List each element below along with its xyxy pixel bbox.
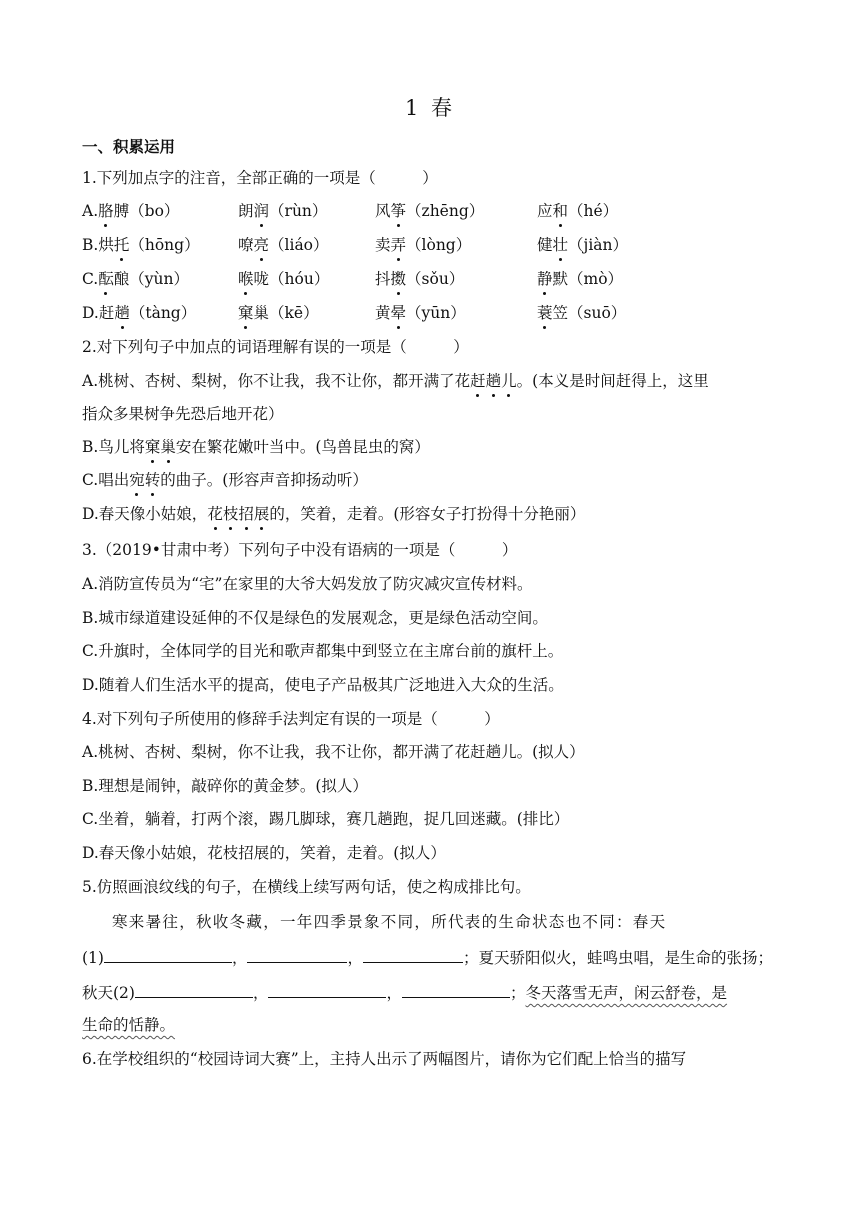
q2-b-dotted [145, 438, 176, 456]
q1-option-label: C. [82, 270, 99, 288]
q3-stem: 3.（2019•甘肃中考）下列句子中没有语病的一项是（ ） [82, 541, 518, 559]
dotted-char: 儿 [501, 372, 517, 390]
q5-comma: ， [347, 949, 363, 967]
q5-wavy-sentence-end: 生命的恬静。 [82, 1016, 176, 1034]
q6-stem: 6.在学校组织的“校园诗词大赛”上，主持人出示了两幅图片，请你为它们配上恰当的描写 [82, 1050, 687, 1068]
q4-option-d: D.春天像小姑娘，花枝招展的，笑着，走着。(拟人） [82, 844, 446, 862]
q4-option-b: B.理想是闹钟，敲碎你的黄金梦。(拟人） [82, 777, 368, 795]
page-title: 1 春 [404, 96, 456, 120]
q1-word-part: 赶 [98, 304, 115, 322]
q5-blank2b[interactable] [268, 980, 386, 998]
dotted-char: 蓑 [537, 304, 553, 322]
q5-blank2-label: 秋天(2) [82, 984, 135, 1002]
q5-comma: ， [231, 949, 248, 967]
q2-c-pre: C.唱出 [82, 471, 130, 489]
q1-word-pinyin: （rùn） [269, 202, 328, 220]
q1-word-pinyin: （liáo） [269, 236, 329, 254]
dotted-char: 托 [113, 236, 130, 254]
q1-option-item [537, 200, 618, 222]
q1-option-item [238, 200, 327, 222]
q5-blank2c[interactable] [402, 980, 510, 998]
q1-word-pinyin: 咙（hóu） [253, 270, 330, 288]
dotted-char: 趟 [114, 304, 130, 322]
q5-line2-end: ；夏天骄阳似火，蛙鸣虫唱，是生命的张扬； [463, 949, 774, 967]
q5-paragraph-line4 [82, 1014, 175, 1036]
q1-word-pinyin: 膊（bo） [113, 202, 180, 220]
q5-semicolon: ； [510, 984, 526, 1002]
q3-option-c: C.升旗时，全体同学的目光和歌声都集中到竖立在主席台前的旗杆上。 [82, 642, 564, 660]
q1-word-part: 风 [375, 202, 391, 220]
q5-paragraph-line2 [82, 945, 773, 969]
q5-blank1-label: (1) [82, 949, 104, 967]
q4-option-a: A.桃树、杏树、梨树，你不让我，我不让你，都开满了花赶趟儿。(拟人） [82, 743, 585, 761]
q1-word-part: 黄 [375, 304, 391, 322]
dotted-char: 宛 [129, 471, 145, 489]
dotted-char: 擞 [390, 270, 407, 288]
dotted-char: 窠 [144, 438, 161, 456]
q4-stem: 4.对下列句子所使用的修辞手法判定有误的一项是（ ） [82, 710, 500, 728]
q1-word-part: 应 [537, 202, 553, 220]
dotted-char: 巢 [160, 438, 176, 456]
q1-option-item [82, 268, 189, 290]
dotted-char: 招 [238, 505, 254, 523]
dotted-char: 筝 [390, 202, 407, 220]
q2-option-b [82, 436, 430, 458]
q1-word-part: 烘 [98, 236, 114, 254]
q1-option-item [82, 302, 196, 324]
q1-word-pinyin: （hōng） [129, 236, 200, 254]
q2-a-post: 。(本义是时间赶得上，这里 [516, 372, 709, 390]
q1-word-part: 卖 [375, 236, 391, 254]
q2-option-a [82, 370, 709, 392]
q2-option-d [82, 503, 585, 525]
q1-option-item [238, 268, 329, 290]
dotted-char: 晕 [390, 304, 407, 322]
dotted-char: 窠 [238, 304, 254, 322]
dotted-char: 弄 [390, 236, 407, 254]
q1-option-item [375, 200, 484, 222]
dotted-char: 转 [144, 471, 161, 489]
q2-c-dotted [129, 471, 160, 489]
dotted-char: 润 [253, 202, 270, 220]
dotted-char: 花 [207, 505, 223, 523]
q1-word-pinyin: （yūn） [406, 304, 466, 322]
q1-option-item [82, 200, 179, 222]
q1-option-item [537, 302, 626, 324]
dotted-char: 趟 [485, 372, 502, 390]
q2-d-dotted [207, 505, 269, 523]
q5-stem: 5.仿照画浪纹线的句子，在横线上续写两句话，使之构成排比句。 [82, 878, 531, 896]
q1-word-pinyin: 笠（suō） [552, 304, 627, 322]
q1-option-item [238, 234, 329, 256]
dotted-char: 胳 [98, 202, 114, 220]
dotted-char: 喉 [238, 270, 254, 288]
q5-paragraph-line1: 寒来暑往，秋收冬藏，一年四季景象不同，所代表的生命状态也不同：春天 [112, 913, 667, 931]
q5-comma: ， [386, 984, 402, 1002]
dotted-char: 展 [253, 505, 270, 523]
q1-option-item [238, 302, 319, 324]
q2-b-pre: B.鸟儿将 [82, 438, 145, 456]
dotted-char: 静 [537, 270, 553, 288]
q5-blank1a[interactable] [104, 945, 232, 963]
dotted-char: 壮 [552, 236, 569, 254]
q5-wavy-sentence: 冬天落雪无声，闲云舒卷，是 [525, 984, 728, 1002]
q4-option-c: C.坐着，躺着，打两个滚，踢几脚球，赛几趟跑，捉几回迷藏。(排比） [82, 810, 570, 828]
q5-paragraph-line3 [82, 980, 727, 1004]
q1-word-pinyin: （hé） [568, 202, 619, 220]
q5-comma: ， [252, 984, 269, 1002]
q1-word-pinyin: （jiàn） [568, 236, 629, 254]
q1-option-item [537, 268, 623, 290]
q3-option-d: D.随着人们生活水平的提高，使电子产品极其广泛地进入大众的生活。 [82, 676, 564, 694]
q2-b-post: 安在繁花嫩叶当中。(鸟兽昆虫的窝） [175, 438, 430, 456]
dotted-char: 酝 [98, 270, 114, 288]
q1-word-pinyin: 默（mò） [552, 270, 624, 288]
q3-option-a: A.消防宣传员为“宅”在家里的大爷大妈发放了防灾减灾宣传材料。 [82, 575, 533, 593]
q1-word-pinyin: 酿（yùn） [113, 270, 189, 288]
q1-word-part: 抖 [375, 270, 391, 288]
q5-blank2a[interactable] [135, 980, 253, 998]
q3-option-b: B.城市绿道建设延伸的不仅是绿色的发展观念，更是绿色活动空间。 [82, 609, 548, 627]
q2-option-a-cont: 指众多果树争先恐后地开花） [82, 405, 284, 423]
q5-blank1c[interactable] [363, 945, 463, 963]
q1-word-part: 健 [537, 236, 553, 254]
q2-a-dotted [470, 372, 517, 390]
q2-d-post: 的，笑着，走着。(形容女子打扮得十分艳丽） [269, 505, 586, 523]
q5-blank1b[interactable] [247, 945, 347, 963]
q1-option-item [375, 302, 466, 324]
q1-option-item [537, 234, 628, 256]
dotted-char: 亮 [253, 236, 270, 254]
q1-option-label: A. [82, 202, 99, 220]
q1-word-part: 嘹 [238, 236, 254, 254]
q1-word-pinyin: （sǒu） [406, 270, 465, 288]
q1-word-pinyin: 巢（kē） [253, 304, 319, 322]
q1-word-pinyin: （tàng） [129, 304, 197, 322]
q2-a-pre: A.桃树、杏树、梨树，你不让我，我不让你，都开满了花 [82, 372, 471, 390]
q1-word-pinyin: （zhēng） [406, 202, 485, 220]
q2-d-pre: D.春天像小姑娘， [82, 505, 208, 523]
q1-option-label: B. [82, 236, 99, 254]
q1-option-item [375, 234, 471, 256]
q1-option-item [375, 268, 464, 290]
q2-c-post: 的曲子。(形容声音抑扬动听） [160, 471, 368, 489]
q1-option-item [82, 234, 200, 256]
dotted-char: 枝 [222, 505, 239, 523]
q1-stem: 1.下列加点字的注音，全部正确的一项是（ ） [82, 169, 438, 187]
q2-stem: 2.对下列句子中加点的词语理解有误的一项是（ ） [82, 338, 469, 356]
q1-word-pinyin: （lòng） [406, 236, 472, 254]
q1-option-label: D. [82, 304, 99, 322]
dotted-char: 赶 [470, 372, 486, 390]
section-heading: 一、积累运用 [82, 138, 176, 156]
q2-option-c [82, 469, 368, 491]
q1-word-part: 朗 [238, 202, 254, 220]
dotted-char: 和 [552, 202, 569, 220]
